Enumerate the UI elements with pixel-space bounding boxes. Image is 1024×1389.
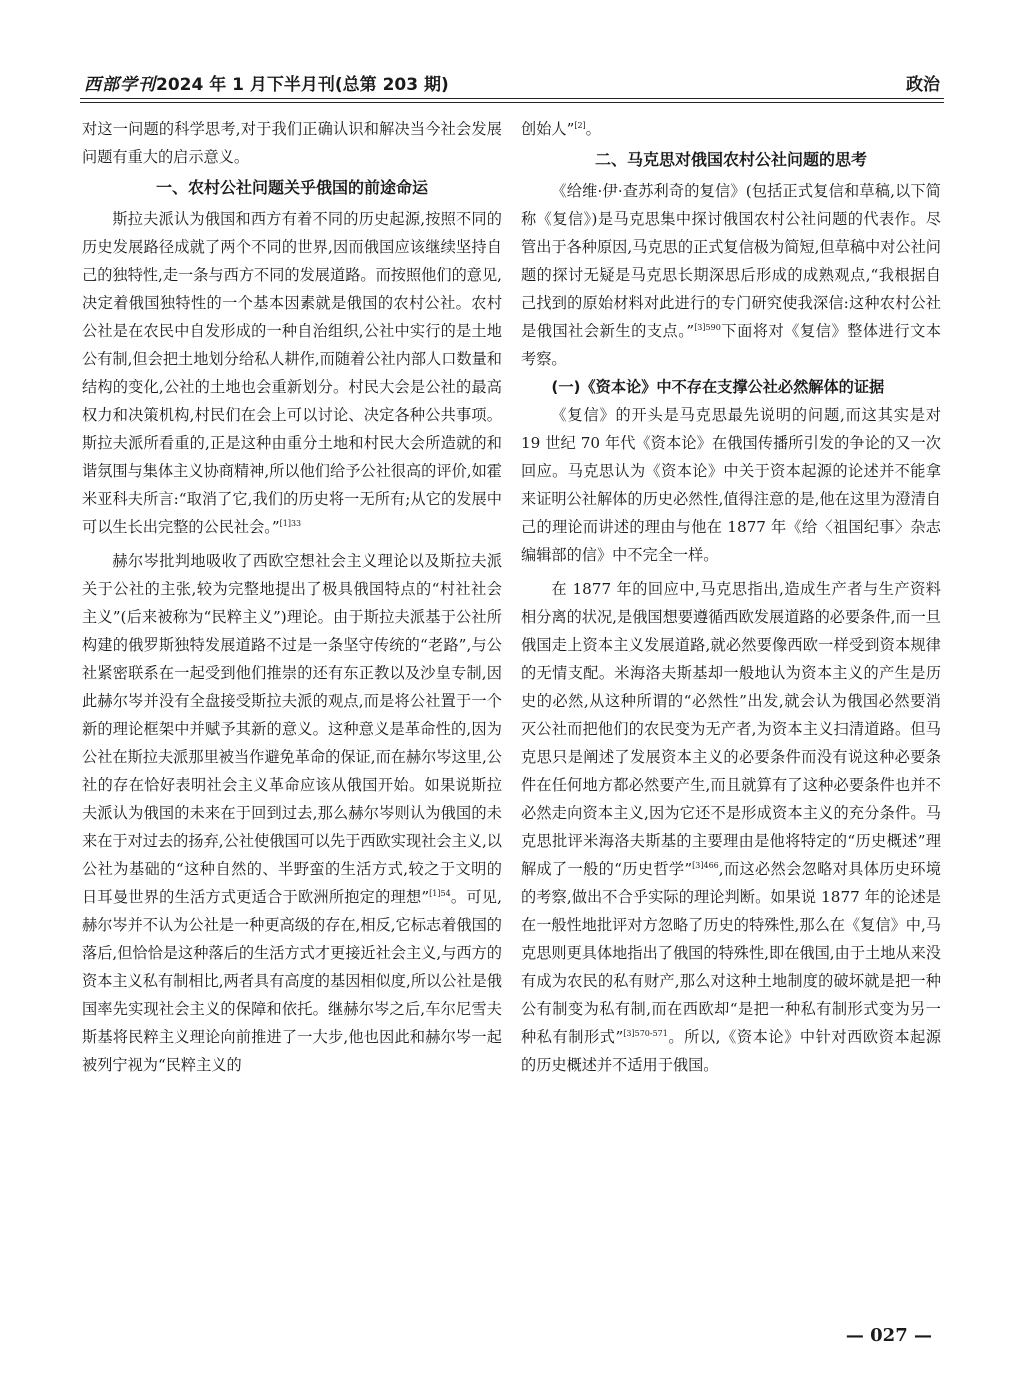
paragraph xyxy=(82,547,502,1079)
paragraph-text: 下面将对《复信》整体进行文本考察。 xyxy=(521,322,941,368)
section-label: 政治 xyxy=(906,75,940,95)
paragraph-text: ,而这必然会忽略对具体历史环境的考察,做出不合乎实际的理论判断。如果说 1877 年的论述是在一般性地批评对方忽略了历史的特殊性,那么在《复信》中,马克思则更具体地指出了俄国的特殊性,即在俄国,由于土地从来没有成为农民的私有财产,那么对这种土地制度的破坏就是把一种公有制变为私有制,而在西欧却“是把一种私有制形式变为另一种私有制形式” xyxy=(521,860,942,1046)
paragraph-text: 创始人” xyxy=(521,120,575,138)
paragraph-text: 斯拉夫派认为俄国和西方有着不同的历史起源,按照不同的历史发展路径成就了两个不同的世界,因而俄国应该继续坚持自己的独特性,走一条与西方不同的发展道路。而按照他们的意见,决定着俄国独特性的一个基本因素就是俄国的农村公社。农村公社是在农民中自发形成的一种自治组织,公社中实行的是土地公有制,但会把土地划分给私人耕作,而随着公社内部人口数量和结构的变化,公社的土地也会重新划分。村民大会是公社的最高权力和决策机构,村民们在会上可以讨论、决定各种公共事项。斯拉夫派所看重的,正是这种由重分土地和村民大会所造就的和谐氛围与集体主义协商精神,所以他们给予公社很高的评价,如霍米亚科夫所言:“取消了它,我们的历史将一无所有;从它的发展中可以生长出完整的公民社会。” xyxy=(82,210,502,536)
section-heading-2: 二、马克思对俄国农村公社问题的思考 xyxy=(594,150,867,169)
paragraph-text: 在 1877 年的回应中,马克思指出,造成生产者与生产资料相分离的状况,是俄国想要遵循西欧发展道路的必要条件,而一旦俄国走上资本主义发展道路,就必然要像西欧一样受到资本规律的无情支配。米海洛夫斯基却一般地认为资本主义的产生是历史的必然,从这种所谓的“必然性”出发,就会认为俄国必然要消灭公社而把他们的农民变为无产者,为资本主义扫清道路。但马克思只是阐述了发展资本主义的必要条件而没有说这种必要条件在任何地方都必然要产生,而且就算有了这种必要条件也并不必然走向资本主义,因为它还不是形成资本主义的充分条件。马克思批评米海洛夫斯基的主要理由是他将特定的“历史概述”理解成了一般的“历史哲学” xyxy=(521,580,941,878)
paragraph xyxy=(521,177,941,373)
citation: [1]33 xyxy=(279,519,302,528)
header-journal-info xyxy=(84,70,449,95)
paragraph-continuation: 对这一问题的科学思考,对于我们正确认识和解决当今社会发展问题有重大的启示意义。 xyxy=(82,120,502,166)
paragraph-text: 。所以,《资本论》中针对西欧资本起源的历史概述并不适用于俄国。 xyxy=(521,1028,942,1074)
paragraph-text: 《给维·伊·查苏利奇的复信》(包括正式复信和草稿,以下简称《复信》)是马克思集中探讨俄国农村公社问题的代表作。尽管出于各种原因,马克思的正式复信极为简短,但草稿中对公社问题的探讨无疑是马克思长期深思后形成的成熟观点,“我根据自己找到的原始材料对此进行的专门研究使我深信:这种农村公社是俄国社会新生的支点。” xyxy=(521,182,941,340)
paragraph: 《复信》的开头是马克思最先说明的问题,而这其实是对 19 世纪 70 年代《资本论》在俄国传播所引发的争论的又一次回应。马克思认为《资本论》中关于资本起源的论述并不能拿来证明公社解体的历史必然性,值得注意的是,他在这里为澄清自己的理论而讲述的理由与他在 1877 年《给〈祖国纪事〉杂志编辑部的信》中不完全一样。 xyxy=(521,406,941,564)
paragraph-text: 。可见,赫尔岑并不认为公社是一种更高级的存在,相反,它标志着俄国的落后,但恰恰是这种落后的生活方式才更接近社会主义,与西方的资本主义私有制相比,两者具有高度的基因相似度,所以公社是俄国率先实现社会主义的保障和依托。继赫尔岑之后,车尔尼雪夫斯基将民粹主义理论向前推进了一大步,他也因此和赫尔岑一起被列宁视为“民粹主义的 xyxy=(82,888,503,1074)
left-column xyxy=(82,115,502,1079)
citation: [3]590 xyxy=(694,323,721,332)
paragraph-continuation xyxy=(521,115,941,143)
issue-info: 2024 年 1 月下半月刊(总第 203 期) xyxy=(156,75,449,95)
paragraph xyxy=(521,575,941,1079)
page-number: — 027 — xyxy=(845,1325,932,1346)
page-header xyxy=(80,64,944,104)
section-heading-1: 一、农村公社问题关乎俄国的前途命运 xyxy=(155,178,428,197)
citation: [1]54 xyxy=(429,889,451,898)
paragraph-text: 赫尔岑批判地吸收了西欧空想社会主义理论以及斯拉夫派关于公社的主张,较为完整地提出了极具俄国特点的“村社社会主义”(后来被称为“民粹主义”)理论。由于斯拉夫派基于公社所构建的俄罗斯独特发展道路不过是一条坚守传统的“老路”,与公社紧密联系在一起受到他们推崇的还有东正教以及沙皇专制,因此赫尔岑并没有全盘接受斯拉夫派的观点,而是将公社置于一个新的理论框架中并赋予其新的意义。这种意义是革命性的,因为公社在斯拉夫派那里被当作避免革命的保证,而在赫尔岑这里,公社的存在恰好表明社会主义革命应该从俄国开始。如果说斯拉夫派认为俄国的未来在于回到过去,那么赫尔岑则认为俄国的未来在于对过去的扬弃,公社使俄国可以先于西欧实现社会主义,以公社为基础的“这种自然的、半野蛮的生活方式,较之于文明的日耳曼世界的生活方式更适合于欧洲所抱定的理想” xyxy=(82,552,502,906)
header-rule-thin xyxy=(80,102,944,103)
journal-name: 西部学刊 xyxy=(84,75,156,95)
paragraph xyxy=(82,205,502,541)
paragraph-text: 。 xyxy=(585,120,601,138)
citation: [2] xyxy=(574,121,586,130)
header-rule-thick xyxy=(80,98,944,99)
subsection-heading: (一)《资本论》中不存在支撑公社必然解体的证据 xyxy=(551,378,885,396)
right-column xyxy=(521,115,941,1079)
citation: [3]466 xyxy=(692,861,719,870)
citation: [3]570-571 xyxy=(623,1029,668,1038)
